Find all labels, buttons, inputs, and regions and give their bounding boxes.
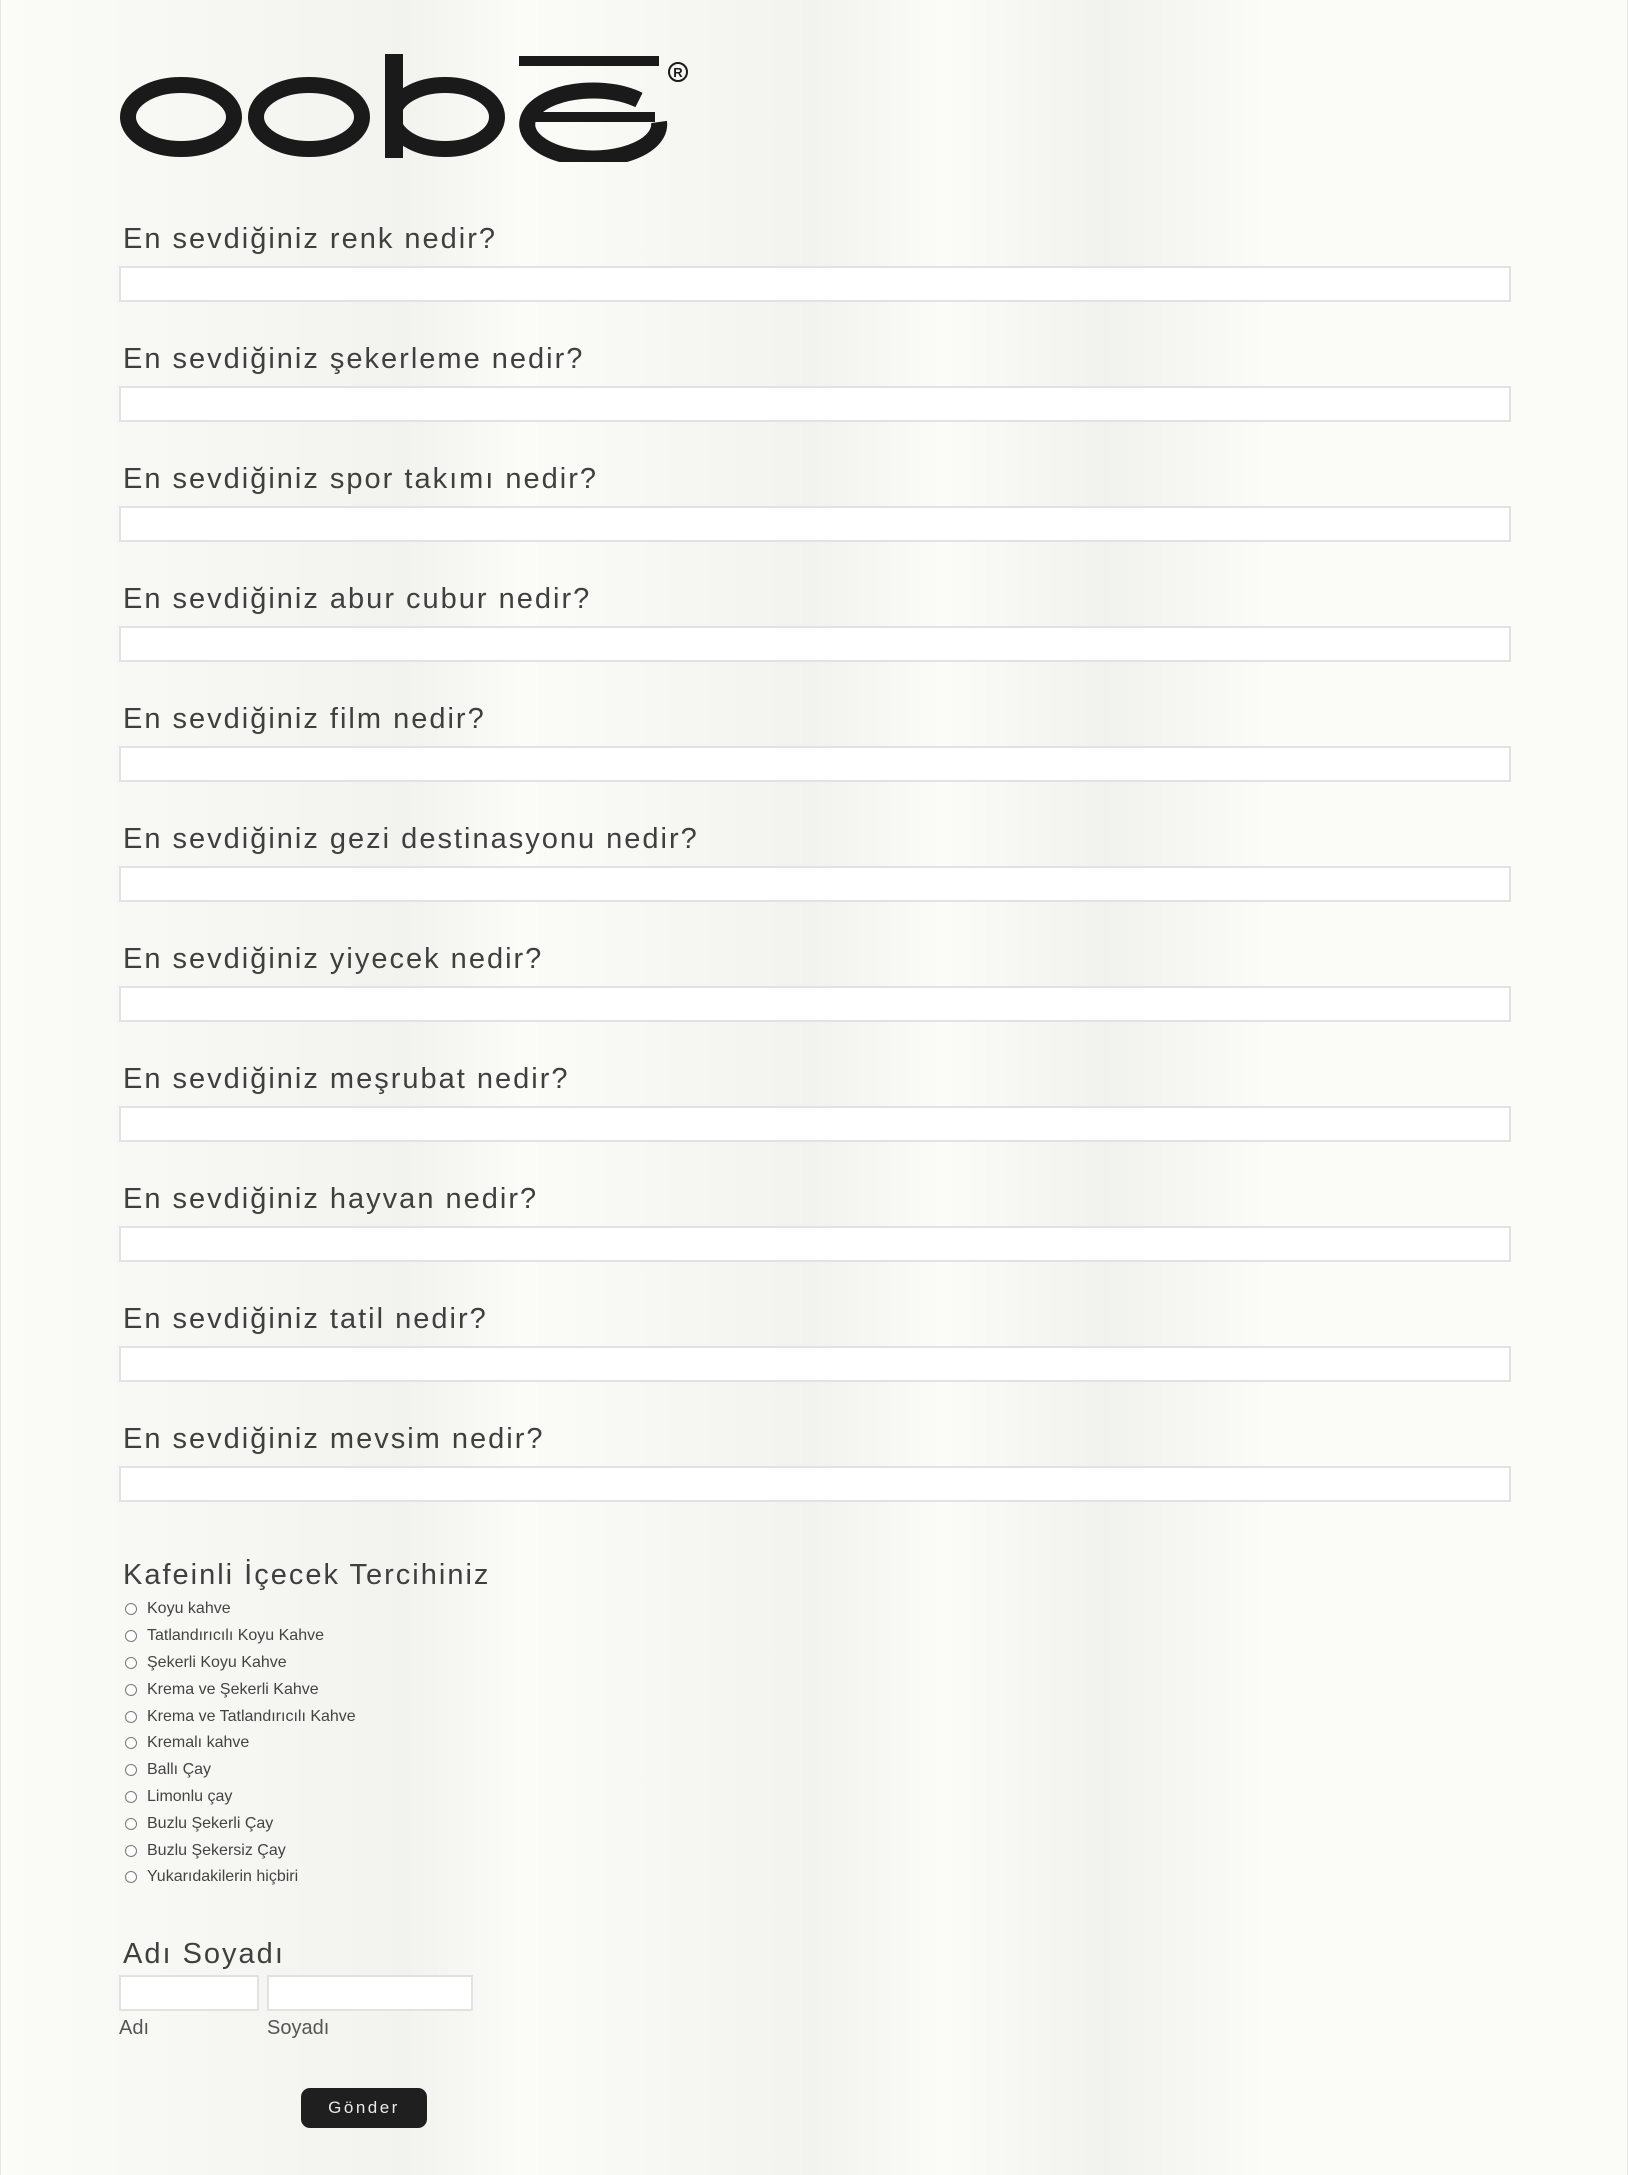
- question-answer-input[interactable]: [119, 1466, 1511, 1502]
- brand-logo: [119, 52, 689, 162]
- radio-button-icon[interactable]: [125, 1764, 137, 1776]
- question-answer-input[interactable]: [119, 266, 1511, 302]
- caffeine-option-label: Koyu kahve: [147, 1600, 231, 1618]
- radio-button-icon[interactable]: [125, 1684, 137, 1696]
- question-block: [119, 222, 1511, 342]
- radio-button-icon[interactable]: [125, 1630, 137, 1642]
- caffeine-option[interactable]: [119, 1623, 1511, 1650]
- question-block: [119, 342, 1511, 462]
- caffeine-option-label: Krema ve Şekerli Kahve: [147, 1680, 319, 1698]
- question-label: En sevdiğiniz spor takımı nedir?: [123, 463, 599, 495]
- question-answer-input[interactable]: [119, 506, 1511, 542]
- question-answer-input[interactable]: [119, 866, 1511, 902]
- question-block: [119, 582, 1511, 702]
- radio-button-icon[interactable]: [125, 1657, 137, 1669]
- full-name-group: [119, 1937, 1511, 2040]
- question-answer-input[interactable]: [119, 626, 1511, 662]
- question-label: En sevdiğiniz gezi destinasyonu nedir?: [123, 823, 699, 855]
- submit-wrap: [119, 2088, 1511, 2128]
- radio-button-icon[interactable]: [125, 1791, 137, 1803]
- caffeine-option-label: Krema ve Tatlandırıcılı Kahve: [147, 1707, 356, 1725]
- caffeine-option[interactable]: [119, 1596, 1511, 1623]
- question-block: [119, 1302, 1511, 1422]
- caffeine-option-label: Limonlu çay: [147, 1787, 233, 1805]
- question-answer-input[interactable]: [119, 986, 1511, 1022]
- caffeine-option[interactable]: [119, 1784, 1511, 1811]
- svg-text:R: R: [673, 65, 683, 80]
- caffeine-option-label: Kremalı kahve: [147, 1734, 250, 1752]
- question-label: En sevdiğiniz film nedir?: [123, 703, 486, 735]
- question-answer-input[interactable]: [119, 1106, 1511, 1142]
- radio-button-icon[interactable]: [125, 1737, 137, 1749]
- radio-button-icon[interactable]: [125, 1845, 137, 1857]
- caffeine-option-label: Ballı Çay: [147, 1761, 212, 1779]
- caffeine-option[interactable]: [119, 1703, 1511, 1730]
- oobe-logo-icon: [119, 52, 689, 162]
- caffeine-option[interactable]: [119, 1650, 1511, 1677]
- caffeine-option[interactable]: [119, 1757, 1511, 1784]
- survey-form: [119, 222, 1511, 2128]
- question-label: En sevdiğiniz mevsim nedir?: [123, 1423, 545, 1455]
- question-label: En sevdiğiniz tatil nedir?: [123, 1303, 488, 1335]
- last-name-input[interactable]: [267, 1975, 473, 2011]
- first-name-sublabel: Adı: [119, 2016, 150, 2039]
- radio-button-icon[interactable]: [125, 1603, 137, 1615]
- caffeine-option[interactable]: [119, 1837, 1511, 1864]
- question-label: En sevdiğiniz yiyecek nedir?: [123, 943, 544, 975]
- radio-button-icon[interactable]: [125, 1871, 137, 1883]
- question-label: En sevdiğiniz şekerleme nedir?: [123, 343, 585, 375]
- question-label: En sevdiğiniz renk nedir?: [123, 223, 498, 255]
- question-block: [119, 1422, 1511, 1542]
- question-block: [119, 1182, 1511, 1302]
- question-block: [119, 822, 1511, 942]
- radio-button-icon[interactable]: [125, 1818, 137, 1830]
- last-name-sublabel: Soyadı: [267, 2016, 330, 2039]
- name-fields-row: [119, 1975, 1511, 2040]
- full-name-label: Adı Soyadı: [123, 1937, 285, 1970]
- caffeine-option[interactable]: [119, 1864, 1511, 1891]
- question-answer-input[interactable]: [119, 1346, 1511, 1382]
- submit-button[interactable]: Gönder: [301, 2088, 427, 2128]
- caffeine-option[interactable]: [119, 1730, 1511, 1757]
- question-label: En sevdiğiniz hayvan nedir?: [123, 1183, 539, 1215]
- caffeine-preference-label: Kafeinli İçecek Tercihiniz: [123, 1559, 491, 1591]
- question-block: [119, 702, 1511, 822]
- question-answer-input[interactable]: [119, 386, 1511, 422]
- caffeine-option-label: Buzlu Şekersiz Çay: [147, 1841, 286, 1859]
- question-answer-input[interactable]: [119, 746, 1511, 782]
- caffeine-option-label: Şekerli Koyu Kahve: [147, 1653, 287, 1671]
- question-label: En sevdiğiniz meşrubat nedir?: [123, 1063, 570, 1095]
- question-answer-input[interactable]: [119, 1226, 1511, 1262]
- question-label: En sevdiğiniz abur cubur nedir?: [123, 583, 592, 615]
- caffeine-option[interactable]: [119, 1810, 1511, 1837]
- question-list: [119, 222, 1511, 1542]
- first-name-field-wrap: [119, 1975, 259, 2040]
- caffeine-option-label: Buzlu Şekerli Çay: [147, 1814, 274, 1832]
- last-name-field-wrap: [267, 1975, 473, 2040]
- question-block: [119, 462, 1511, 582]
- caffeine-option-label: Tatlandırıcılı Koyu Kahve: [147, 1627, 324, 1645]
- caffeine-option[interactable]: [119, 1676, 1511, 1703]
- question-block: [119, 1062, 1511, 1182]
- radio-button-icon[interactable]: [125, 1711, 137, 1723]
- first-name-input[interactable]: [119, 1975, 259, 2011]
- question-block: [119, 942, 1511, 1062]
- caffeine-preference-group: [119, 1558, 1511, 1891]
- caffeine-options: [119, 1596, 1511, 1891]
- caffeine-option-label: Yukarıdakilerin hiçbiri: [147, 1868, 299, 1886]
